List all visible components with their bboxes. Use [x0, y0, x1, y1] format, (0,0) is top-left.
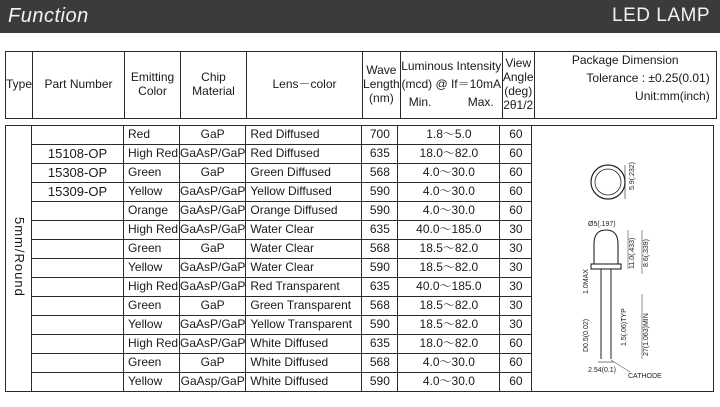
lens-color-cell: Water Clear	[246, 259, 362, 278]
lens-color-cell: White Diffused	[246, 335, 362, 354]
wave-length-cell: 590	[362, 373, 398, 392]
view-angle-cell: 30	[500, 278, 532, 297]
part-number-cell	[32, 259, 124, 278]
wave-length-cell: 635	[362, 278, 398, 297]
emitting-color-cell: High Red	[124, 335, 180, 354]
view-angle-cell: 30	[500, 259, 532, 278]
dim-diameter: Ø5(.197)	[587, 220, 616, 228]
emitting-color-cell: Green	[124, 164, 180, 183]
chip-material-cell: GaP	[180, 240, 246, 259]
emitting-color-cell: High Red	[124, 145, 180, 164]
chip-material-cell: GaAsP/GaP	[180, 183, 246, 202]
dim-lead: D0.5(0.02)	[582, 318, 590, 352]
package-drawing-cell	[532, 126, 714, 392]
dim-max: 1.0MAX	[582, 268, 590, 294]
lens-color-cell: Green Diffused	[246, 164, 362, 183]
lens-color-cell: Red Transparent	[246, 278, 362, 297]
luminous-intensity-cell: 18.5～82.0	[398, 316, 500, 335]
chip-material-cell: GaAsP/GaP	[180, 316, 246, 335]
lens-color-cell: Red Diffused	[246, 145, 362, 164]
wave-length-cell: 568	[362, 240, 398, 259]
emitting-color-cell: Yellow	[124, 259, 180, 278]
top-view-drawing	[591, 161, 636, 198]
dim-typ: 1.5(.06)TYP	[620, 307, 628, 346]
header-part-number: Part Number	[33, 52, 125, 119]
lens-color-cell: Yellow Diffused	[246, 183, 362, 202]
chip-material-cell: GaAsP/GaP	[180, 145, 246, 164]
emitting-color-cell: Yellow	[124, 316, 180, 335]
wave-length-cell: 635	[362, 335, 398, 354]
chip-material-cell: GaP	[180, 164, 246, 183]
view-angle-cell: 60	[500, 183, 532, 202]
lens-color-cell: Water Clear	[246, 221, 362, 240]
luminous-intensity-cell: 4.0～30.0	[398, 202, 500, 221]
header-lens-color: Lens－color	[247, 52, 363, 119]
luminous-intensity-cell: 18.5～82.0	[398, 240, 500, 259]
spec-table	[5, 125, 714, 392]
view-angle-cell: 60	[500, 335, 532, 354]
part-number-cell: 15108-OP	[32, 145, 124, 164]
dim-top: 5.9(.232)	[628, 161, 636, 190]
dim-pitch: 2.54(0.1)	[587, 366, 616, 374]
emitting-color-cell: Red	[124, 126, 180, 145]
wave-length-cell: 700	[362, 126, 398, 145]
part-number-cell: 15308-OP	[32, 164, 124, 183]
part-number-cell	[32, 316, 124, 335]
header-chip-material: Chip Material	[181, 52, 247, 119]
dim-len1: 11.0(.433)	[628, 237, 636, 269]
cathode-label: CATHODE	[627, 372, 662, 380]
lens-color-cell: Yellow Transparent	[246, 316, 362, 335]
chip-material-cell: GaP	[180, 126, 246, 145]
emitting-color-cell: Green	[124, 297, 180, 316]
part-number-cell: 15309-OP	[32, 183, 124, 202]
lens-color-cell: White Diffused	[246, 373, 362, 392]
part-number-cell	[32, 297, 124, 316]
section-banner	[0, 0, 720, 33]
chip-material-cell: GaAsP/GaP	[180, 259, 246, 278]
wave-length-cell: 635	[362, 221, 398, 240]
spec-header	[5, 51, 717, 119]
view-angle-cell: 60	[500, 354, 532, 373]
part-number-cell	[32, 202, 124, 221]
header-wave-length: Wave Length (nm)	[363, 52, 401, 119]
wave-length-cell: 590	[362, 183, 398, 202]
luminous-intensity-cell: 4.0～30.0	[398, 164, 500, 183]
view-angle-cell: 60	[500, 145, 532, 164]
lens-color-cell: Water Clear	[246, 240, 362, 259]
view-angle-cell: 60	[500, 126, 532, 145]
luminous-intensity-cell: 40.0～185.0	[398, 278, 500, 297]
wave-length-cell: 590	[362, 259, 398, 278]
lens-color-cell: White Diffused	[246, 354, 362, 373]
chip-material-cell: GaAsP/GaP	[180, 278, 246, 297]
view-angle-cell: 60	[500, 373, 532, 392]
lens-color-cell: Red Diffused	[246, 126, 362, 145]
emitting-color-cell: High Red	[124, 278, 180, 297]
wave-length-cell: 635	[362, 145, 398, 164]
chip-material-cell: GaAsP/GaP	[180, 221, 246, 240]
wave-length-cell: 568	[362, 297, 398, 316]
part-number-cell	[32, 126, 124, 145]
chip-material-cell: GaP	[180, 297, 246, 316]
table-row	[6, 126, 714, 145]
lens-color-cell: Green Transparent	[246, 297, 362, 316]
wave-length-cell: 590	[362, 202, 398, 221]
view-angle-cell: 30	[500, 297, 532, 316]
luminous-intensity-cell: 4.0～30.0	[398, 373, 500, 392]
emitting-color-cell: Green	[124, 354, 180, 373]
view-angle-cell: 60	[500, 202, 532, 221]
section-title: Function	[8, 5, 89, 27]
product-title: LED LAMP	[612, 5, 710, 26]
header-emitting-color: Emitting Color	[125, 52, 181, 119]
emitting-color-cell: Green	[124, 240, 180, 259]
luminous-intensity-cell: 4.0～30.0	[398, 183, 500, 202]
wave-length-cell: 568	[362, 164, 398, 183]
lens-color-cell: Orange Diffused	[246, 202, 362, 221]
part-number-cell	[32, 373, 124, 392]
luminous-intensity-cell: 18.0～82.0	[398, 335, 500, 354]
emitting-color-cell: Yellow	[124, 373, 180, 392]
wave-length-cell: 590	[362, 316, 398, 335]
side-view-drawing	[583, 221, 662, 380]
emitting-color-cell: Yellow	[124, 183, 180, 202]
luminous-intensity-cell: 4.0～30.0	[398, 354, 500, 373]
luminous-intensity-cell: 1.8～5.0	[398, 126, 500, 145]
part-number-cell	[32, 221, 124, 240]
part-number-cell	[32, 354, 124, 373]
part-number-cell	[32, 240, 124, 259]
header-type: Type	[6, 52, 33, 119]
header-luminous-intensity: Luminous Intensity (mcd) @ If＝10mA Min. Max.	[400, 52, 502, 119]
emitting-color-cell: High Red	[124, 221, 180, 240]
part-number-cell	[32, 335, 124, 354]
dim-len2: 8.6(.339)	[642, 238, 650, 267]
chip-material-cell: GaAsP/GaP	[180, 335, 246, 354]
type-label: 5mm/Round	[11, 216, 27, 297]
wave-length-cell: 568	[362, 354, 398, 373]
dim-lead-length: 27(1.063)MIN	[642, 312, 650, 356]
view-angle-cell: 30	[500, 316, 532, 335]
chip-material-cell: GaP	[180, 354, 246, 373]
part-number-cell	[32, 278, 124, 297]
luminous-intensity-cell: 40.0～185.0	[398, 221, 500, 240]
chip-material-cell: GaAsP/GaP	[180, 202, 246, 221]
view-angle-cell: 30	[500, 240, 532, 259]
luminous-intensity-cell: 18.5～82.0	[398, 259, 500, 278]
header-view-angle: View Angle (deg) 2θ1/2	[502, 52, 534, 119]
emitting-color-cell: Orange	[124, 202, 180, 221]
view-angle-cell: 60	[500, 164, 532, 183]
type-cell	[6, 126, 32, 392]
header-package-dimension: Package Dimension Tolerance : ±0.25(0.01) Unit:mm(inch)	[534, 52, 716, 119]
chip-material-cell: GaAsp/GaP	[180, 373, 246, 392]
package-drawing	[548, 134, 698, 384]
luminous-intensity-cell: 18.5～82.0	[398, 297, 500, 316]
luminous-intensity-cell: 18.0～82.0	[398, 145, 500, 164]
view-angle-cell: 30	[500, 221, 532, 240]
